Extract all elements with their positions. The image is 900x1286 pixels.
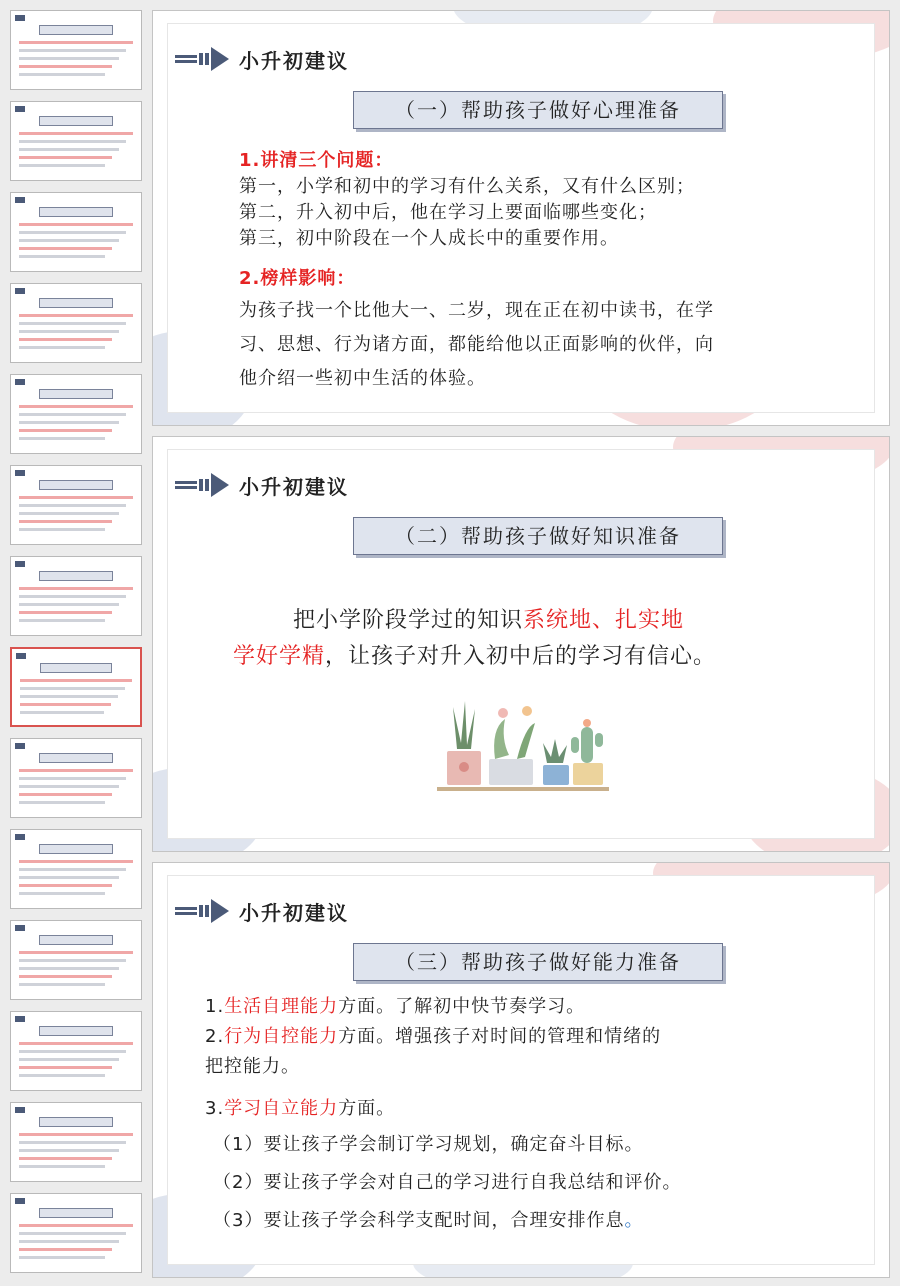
section-banner: （二）帮助孩子做好知识准备 (353, 517, 723, 555)
slide-thumbnail[interactable] (10, 647, 142, 727)
ability-item-2-cont: 把控能力。 (205, 1056, 300, 1077)
thumbnail-text-line (19, 429, 112, 432)
thumbnail-text-line (19, 255, 105, 258)
thumbnail-text-line (19, 338, 112, 341)
knowledge-text: ，让孩子对升入初中后的学习有信心。 (325, 644, 717, 669)
thumbnail-text-line (19, 512, 119, 515)
thumbnail-text-line (19, 1058, 119, 1061)
thumbnail-text-line (20, 687, 125, 690)
role-model-line-3: 他介绍一些初中生活的体验。 (239, 368, 486, 389)
title-arrow-icon (175, 897, 231, 925)
thumbnail-text-line (19, 1232, 126, 1235)
knowledge-highlight: 学好学精 (233, 644, 326, 669)
thumbnail-text-line (19, 437, 105, 440)
slide-title: 小升初建议 (239, 901, 349, 925)
thumbnail-banner (39, 753, 113, 763)
thumbnail-banner (40, 663, 112, 673)
thumbnail-text-line (19, 405, 133, 408)
thumbnail-banner (39, 571, 113, 581)
sub-item-2: （2）要让孩子学会对自己的学习进行自我总结和评价。 (213, 1172, 682, 1193)
thumbnail-banner (39, 1026, 113, 1036)
slide-thumbnail[interactable] (10, 101, 142, 181)
slide-thumbnail[interactable] (10, 374, 142, 454)
slide-thumbnail-panel (0, 0, 150, 1286)
slide-thumbnail[interactable] (10, 556, 142, 636)
thumbnail-text-line (19, 1165, 105, 1168)
thumbnail-text-line (19, 611, 112, 614)
thumbnail-text-line (19, 132, 133, 135)
thumbnail-arrow-icon (15, 1198, 25, 1204)
thumbnail-text-line (19, 528, 105, 531)
thumbnail-arrow-icon (15, 561, 25, 567)
thumbnail-text-line (19, 595, 126, 598)
thumbnail-banner (39, 480, 113, 490)
slide-thumbnail[interactable] (10, 192, 142, 272)
slide-thumbnail[interactable] (10, 10, 142, 90)
thumbnail-text-line (19, 421, 119, 424)
thumbnail-text-line (19, 793, 112, 796)
item-text: 方面。 (338, 1098, 396, 1119)
thumbnail-text-line (19, 314, 133, 317)
thumbnail-arrow-icon (15, 288, 25, 294)
ability-item-2 (205, 1021, 661, 1052)
thumbnail-text-line (19, 1149, 119, 1152)
thumbnail-text-line (19, 330, 119, 333)
thumbnail-arrow-icon (16, 653, 26, 659)
slide-2[interactable] (152, 436, 890, 852)
thumbnail-text-line (19, 223, 133, 226)
slide-thumbnail[interactable] (10, 1193, 142, 1273)
thumbnail-banner (39, 25, 113, 35)
sub-item-3 (213, 1205, 643, 1236)
slide-thumbnail[interactable] (10, 920, 142, 1000)
item-number: 3. (205, 1098, 225, 1119)
thumbnail-text-line (19, 1224, 133, 1227)
thumbnail-text-line (19, 247, 112, 250)
item-number: 1. (205, 996, 225, 1017)
thumbnail-banner (39, 1117, 113, 1127)
thumbnail-text-line (20, 695, 118, 698)
thumbnail-text-line (19, 884, 112, 887)
thumbnail-banner (39, 935, 113, 945)
role-model-line-1: 为孩子找一个比他大一、二岁，现在正在初中读书，在学 (239, 300, 714, 321)
thumbnail-text-line (19, 65, 112, 68)
potted-plants-illustration (435, 699, 611, 795)
slide-3[interactable] (152, 862, 890, 1278)
sub-item-1: （1）要让孩子学会制订学习规划，确定奋斗目标。 (213, 1134, 644, 1155)
slide-thumbnail[interactable] (10, 1011, 142, 1091)
heading-questions: 1.讲清三个问题： (239, 150, 394, 171)
thumbnail-arrow-icon (15, 1107, 25, 1113)
thumbnail-text-line (19, 1074, 105, 1077)
heading-role-model: 2.榜样影响： (239, 268, 356, 289)
thumbnail-text-line (19, 322, 126, 325)
thumbnail-text-line (19, 520, 112, 523)
thumbnail-text-line (19, 587, 133, 590)
title-arrow-icon (175, 45, 231, 73)
thumbnail-text-line (19, 892, 105, 895)
thumbnail-text-line (19, 959, 126, 962)
thumbnail-text-line (19, 239, 119, 242)
thumbnail-text-line (20, 711, 104, 714)
thumbnail-text-line (20, 703, 111, 706)
thumbnail-text-line (19, 951, 133, 954)
thumbnail-text-line (19, 619, 105, 622)
role-model-line-2: 习、思想、行为诸方面，都能给他以正面影响的伙伴，向 (239, 334, 714, 355)
thumbnail-banner (39, 207, 113, 217)
sub-item-period: 。 (624, 1210, 644, 1231)
thumbnail-text-line (19, 41, 133, 44)
thumbnail-text-line (19, 769, 133, 772)
ability-item-3 (205, 1093, 395, 1124)
item-number: 2. (205, 1026, 225, 1047)
thumbnail-text-line (19, 346, 105, 349)
thumbnail-text-line (19, 231, 126, 234)
question-line-1: 第一，小学和初中的学习有什么关系，又有什么区别； (239, 176, 695, 197)
slide-title: 小升初建议 (239, 475, 349, 499)
thumbnail-text-line (19, 975, 112, 978)
sub-item-text: （3）要让孩子学会科学支配时间，合理安排作息 (213, 1210, 625, 1231)
thumbnail-text-line (19, 413, 126, 416)
section-banner: （三）帮助孩子做好能力准备 (353, 943, 723, 981)
thumbnail-arrow-icon (15, 15, 25, 21)
item-text: 方面。增强孩子对时间的管理和情绪的 (338, 1026, 662, 1047)
slide-thumbnail[interactable] (10, 283, 142, 363)
thumbnail-text-line (19, 1050, 126, 1053)
thumbnail-banner (39, 389, 113, 399)
slide-thumbnail[interactable] (10, 465, 142, 545)
thumbnail-text-line (19, 603, 119, 606)
thumbnail-text-line (19, 140, 126, 143)
thumbnail-arrow-icon (15, 925, 25, 931)
question-line-2: 第二，升入初中后，他在学习上要面临哪些变化； (239, 202, 657, 223)
thumbnail-text-line (19, 860, 133, 863)
thumbnail-arrow-icon (15, 743, 25, 749)
thumbnail-text-line (19, 504, 126, 507)
thumbnail-text-line (19, 156, 112, 159)
thumbnail-text-line (19, 983, 105, 986)
thumbnail-banner (39, 1208, 113, 1218)
thumbnail-text-line (19, 1240, 119, 1243)
thumbnail-text-line (19, 777, 126, 780)
thumbnail-banner (39, 298, 113, 308)
thumbnail-text-line (19, 1133, 133, 1136)
thumbnail-banner (39, 844, 113, 854)
slide-thumbnail[interactable] (10, 1102, 142, 1182)
thumbnail-text-line (19, 73, 105, 76)
thumbnail-text-line (20, 679, 132, 682)
thumbnail-text-line (19, 876, 119, 879)
thumbnail-text-line (19, 967, 119, 970)
ability-item-1 (205, 991, 585, 1022)
thumbnail-arrow-icon (15, 197, 25, 203)
section-banner: （一）帮助孩子做好心理准备 (353, 91, 723, 129)
knowledge-text: 把小学阶段学过的知识 (293, 608, 524, 633)
question-line-3: 第三，初中阶段在一个人成长中的重要作用。 (239, 228, 619, 249)
thumbnail-text-line (19, 1157, 112, 1160)
thumbnail-arrow-icon (15, 106, 25, 112)
item-highlight: 行为自控能力 (224, 1026, 339, 1047)
knowledge-line-2 (233, 641, 716, 672)
thumbnail-arrow-icon (15, 834, 25, 840)
slide-thumbnail[interactable] (10, 829, 142, 909)
knowledge-line-1 (293, 605, 684, 636)
thumbnail-text-line (19, 868, 126, 871)
thumbnail-banner (39, 116, 113, 126)
thumbnail-text-line (19, 496, 133, 499)
knowledge-highlight: 系统地、扎实地 (523, 608, 685, 633)
thumbnail-text-line (19, 1141, 126, 1144)
thumbnail-text-line (19, 1066, 112, 1069)
thumbnail-text-line (19, 785, 119, 788)
thumbnail-text-line (19, 1256, 105, 1259)
slide-thumbnail[interactable] (10, 738, 142, 818)
slide-title: 小升初建议 (239, 49, 349, 73)
thumbnail-text-line (19, 148, 119, 151)
thumbnail-text-line (19, 1248, 112, 1251)
slide-1[interactable] (152, 10, 890, 426)
thumbnail-arrow-icon (15, 1016, 25, 1022)
thumbnail-arrow-icon (15, 379, 25, 385)
thumbnail-arrow-icon (15, 470, 25, 476)
item-highlight: 学习自立能力 (224, 1098, 339, 1119)
thumbnail-text-line (19, 801, 105, 804)
thumbnail-text-line (19, 164, 105, 167)
thumbnail-text-line (19, 49, 126, 52)
item-text: 方面。了解初中快节奏学习。 (338, 996, 586, 1017)
item-highlight: 生活自理能力 (224, 996, 339, 1017)
thumbnail-text-line (19, 57, 119, 60)
thumbnail-text-line (19, 1042, 133, 1045)
title-arrow-icon (175, 471, 231, 499)
